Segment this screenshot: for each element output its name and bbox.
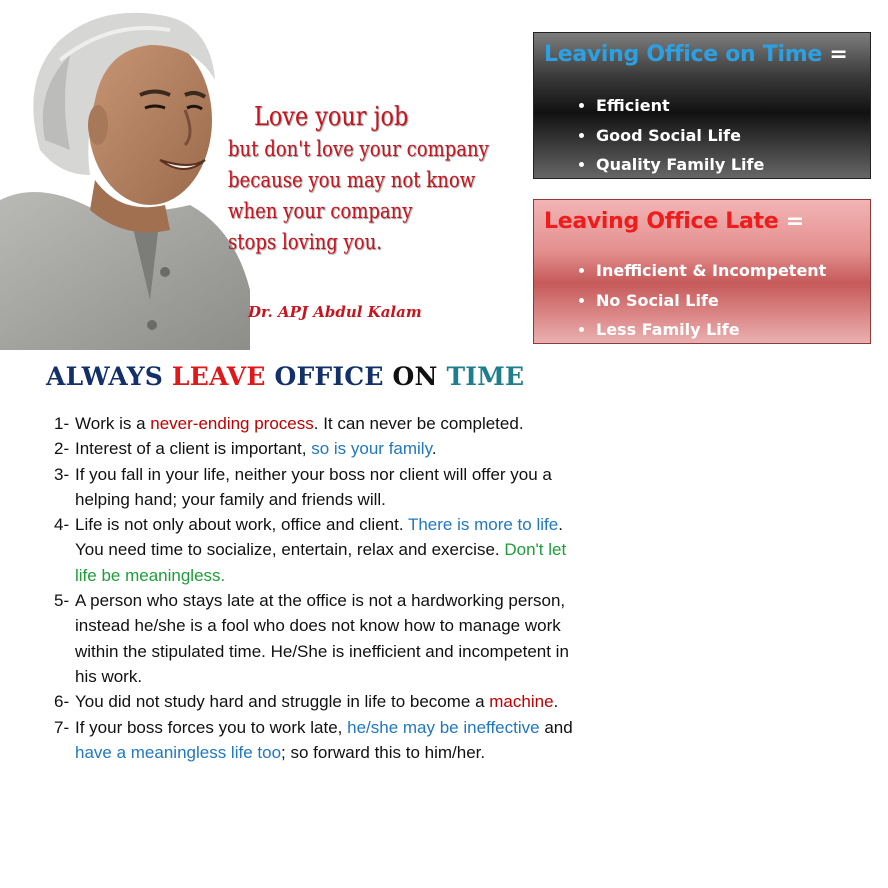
heading-word: ALWAYS — [46, 362, 164, 391]
equals-sign: = — [829, 42, 848, 67]
quote-block — [228, 100, 528, 258]
rule-item — [54, 715, 574, 766]
rule-number: 5- — [54, 591, 70, 611]
heading-word: LEAVE — [171, 362, 266, 391]
rule-text: never-ending process — [150, 414, 314, 433]
rule-item — [54, 689, 574, 714]
list-item: • Inefficient & Incompetent — [596, 256, 826, 286]
on-time-box — [533, 32, 871, 179]
late-title-text: Leaving Office Late — [544, 209, 779, 234]
rule-item — [54, 462, 574, 513]
rule-text: ; so forward this to him/her. — [281, 742, 486, 762]
rule-number: 2- — [54, 439, 70, 459]
heading-word: TIME — [446, 362, 525, 391]
rule-text: and — [539, 717, 573, 737]
rule-text: machine — [489, 692, 554, 712]
on-time-list — [574, 91, 764, 180]
heading-word: OFFICE — [274, 362, 384, 391]
on-time-box-title — [544, 42, 847, 67]
rule-text: Interest of a client is important, — [75, 439, 312, 459]
quote-author: Dr. APJ Abdul Kalam — [248, 303, 422, 321]
list-item: • Good Social Life — [596, 121, 764, 151]
rule-text: There is more to life — [407, 515, 559, 535]
rules-list — [54, 411, 574, 765]
list-item: • No Social Life — [596, 286, 826, 316]
rule-item — [54, 436, 574, 461]
rule-text: . You need time to socialize, entertain, relax and exercise. — [75, 515, 563, 560]
late-box-title — [544, 209, 804, 234]
rule-text: If your boss forces you to work late, — [75, 717, 348, 737]
late-list — [574, 256, 826, 345]
equals-sign: = — [785, 209, 804, 234]
rule-text: . It can never be completed. — [313, 414, 524, 433]
rule-item — [54, 512, 574, 588]
rule-text: have a meaningless life too — [75, 742, 282, 762]
rule-number: 1- — [54, 414, 70, 433]
quote-line: stops loving you. — [228, 230, 382, 254]
rule-text: Don't let life be meaningless. — [75, 540, 567, 585]
rule-number: 4- — [54, 515, 70, 535]
on-time-title-text: Leaving Office on Time — [544, 42, 822, 67]
quote-line: because you may not know — [228, 168, 476, 192]
list-item: • Quality Family Life — [596, 150, 764, 180]
late-box — [533, 199, 871, 344]
quote-title: Love your job — [254, 102, 409, 132]
rule-text: You did not study hard and struggle in life to become a — [75, 692, 490, 712]
list-item: • Less Family Life — [596, 315, 826, 345]
rule-text: Life is not only about work, office and client. — [75, 515, 408, 535]
rule-text: Work is a — [75, 414, 151, 433]
quote-line: but don't love your company — [228, 137, 489, 161]
heading-word: ON — [392, 362, 438, 391]
rule-text: so is your family — [311, 439, 432, 459]
rule-text: If you fall in your life, neither your boss nor client will offer you a helping hand; your family and friends will. — [75, 464, 552, 509]
page-heading — [46, 362, 524, 391]
rule-number: 3- — [54, 464, 70, 484]
rule-item — [54, 588, 574, 689]
rule-text: A person who stays late at the office is not a hardworking person, instead he/she is a fool who does not know how to manage work within the stipulated time. He/She is inefficient and incompetent in his work. — [75, 591, 569, 686]
list-item: • Efficient — [596, 91, 764, 121]
rule-number: 7- — [54, 717, 70, 737]
portrait-photo — [0, 0, 250, 350]
rule-number: 6- — [54, 692, 70, 712]
quote-line: when your company — [228, 199, 413, 223]
rule-item — [54, 411, 574, 436]
rule-text: he/she may be ineffective — [347, 717, 540, 737]
rule-text: . — [431, 439, 437, 459]
rule-text: . — [553, 692, 559, 712]
